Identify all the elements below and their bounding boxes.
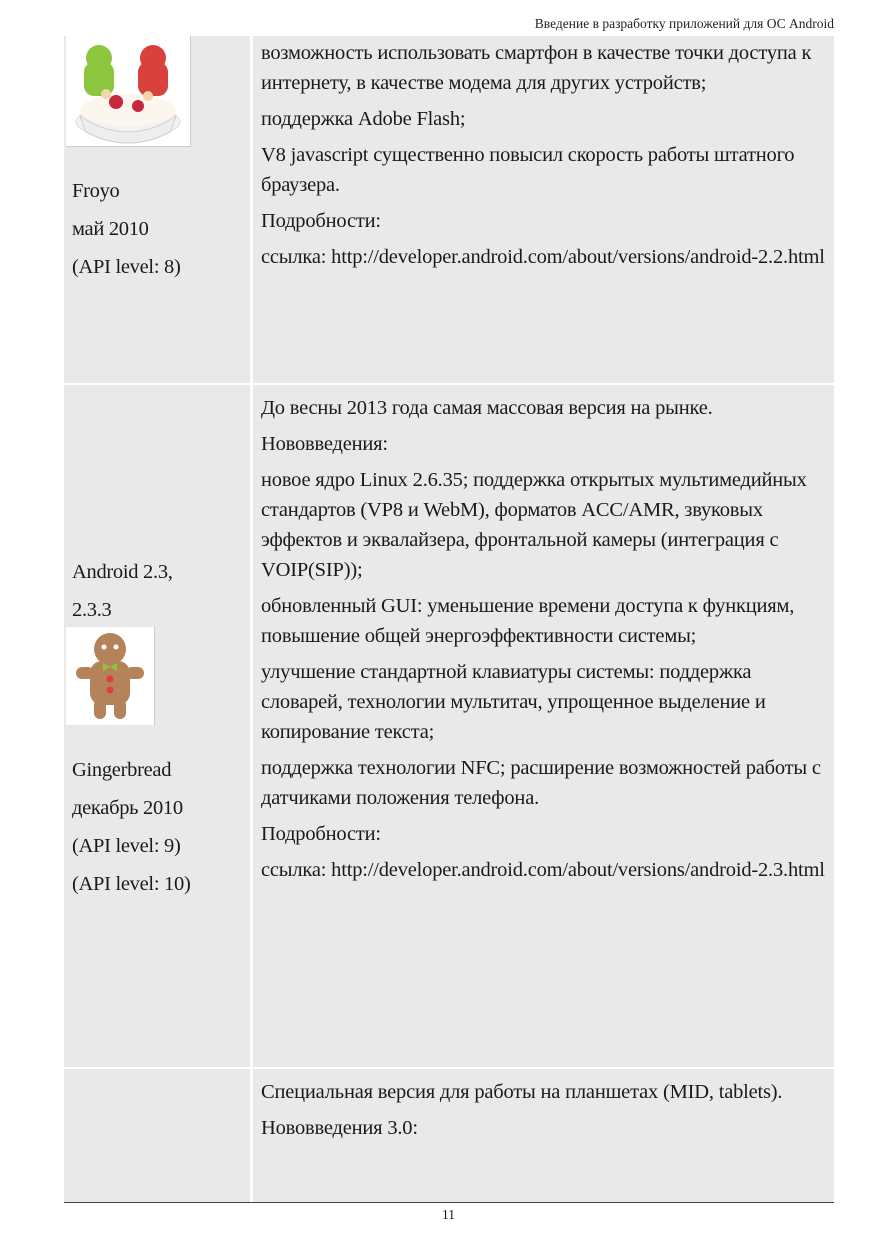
details-link[interactable]: ссылка: http://developer.android.com/about/versions/android-2.2.html	[261, 246, 825, 268]
details-heading: Подробности:	[261, 823, 381, 845]
description-paragraph: возможность использовать смартфон в качестве точки доступа к интернету, в качестве модема для других устройств;	[261, 42, 812, 94]
version-cell	[64, 385, 253, 1067]
versions-table	[64, 36, 834, 1203]
version-name: Froyo	[72, 180, 120, 202]
description-paragraph: новое ядро Linux 2.6.35; поддержка открытых мультимедийных стандартов (VP8 и WebM), форматов ACC/AMR, звуковых эффектов и эквалайзера, фронтальной камеры (интеграция с VOIP(SIP));	[261, 469, 807, 581]
description-paragraph: обновленный GUI: уменьшение времени доступа к функциям, повышение общей энергоэффективности системы;	[261, 595, 795, 647]
details-heading: Подробности:	[261, 210, 381, 232]
api-level: (API level: 8)	[72, 256, 181, 278]
version-number: 2.3.3	[72, 599, 112, 621]
api-level: (API level: 10)	[72, 873, 191, 895]
description-cell	[253, 36, 834, 383]
page-number: 11	[442, 1207, 455, 1222]
table-row	[64, 1069, 834, 1203]
release-date: май 2010	[72, 218, 149, 240]
version-number: Android 2.3,	[72, 561, 173, 583]
description-cell	[253, 1069, 834, 1203]
description-paragraph: V8 javascript существенно повысил скорость работы штатного браузера.	[261, 144, 795, 196]
api-level: (API level: 9)	[72, 835, 181, 857]
footer-rule	[64, 1202, 834, 1203]
description-paragraph: Нововведения 3.0:	[261, 1117, 418, 1139]
description-paragraph: поддержка Adobe Flash;	[261, 108, 466, 130]
gingerbread-android-icon	[66, 627, 155, 725]
description-cell	[253, 385, 834, 1067]
details-link[interactable]: ссылка: http://developer.android.com/about/versions/android-2.3.html	[261, 859, 825, 881]
version-name: Gingerbread	[72, 759, 172, 781]
table-row	[64, 385, 834, 1069]
description-paragraph: поддержка технологии NFC; расширение возможностей работы с датчиками положения телефона.	[261, 757, 821, 809]
description-paragraph: До весны 2013 года самая массовая версия на рынке.	[261, 397, 713, 419]
table-row	[64, 36, 834, 385]
version-cell	[64, 36, 253, 383]
running-header: Введение в разработку приложений для ОС Android	[534, 16, 834, 31]
description-paragraph: Специальная версия для работы на планшетах (MID, tablets).	[261, 1081, 783, 1103]
version-cell	[64, 1069, 253, 1203]
description-paragraph: улучшение стандартной клавиатуры системы: поддержка словарей, технологии мультитач, упрощенное выделение и копирование текста;	[261, 661, 766, 743]
froyo-android-icon	[66, 36, 191, 147]
description-paragraph: Нововведения:	[261, 433, 388, 455]
release-date: декабрь 2010	[72, 797, 183, 819]
